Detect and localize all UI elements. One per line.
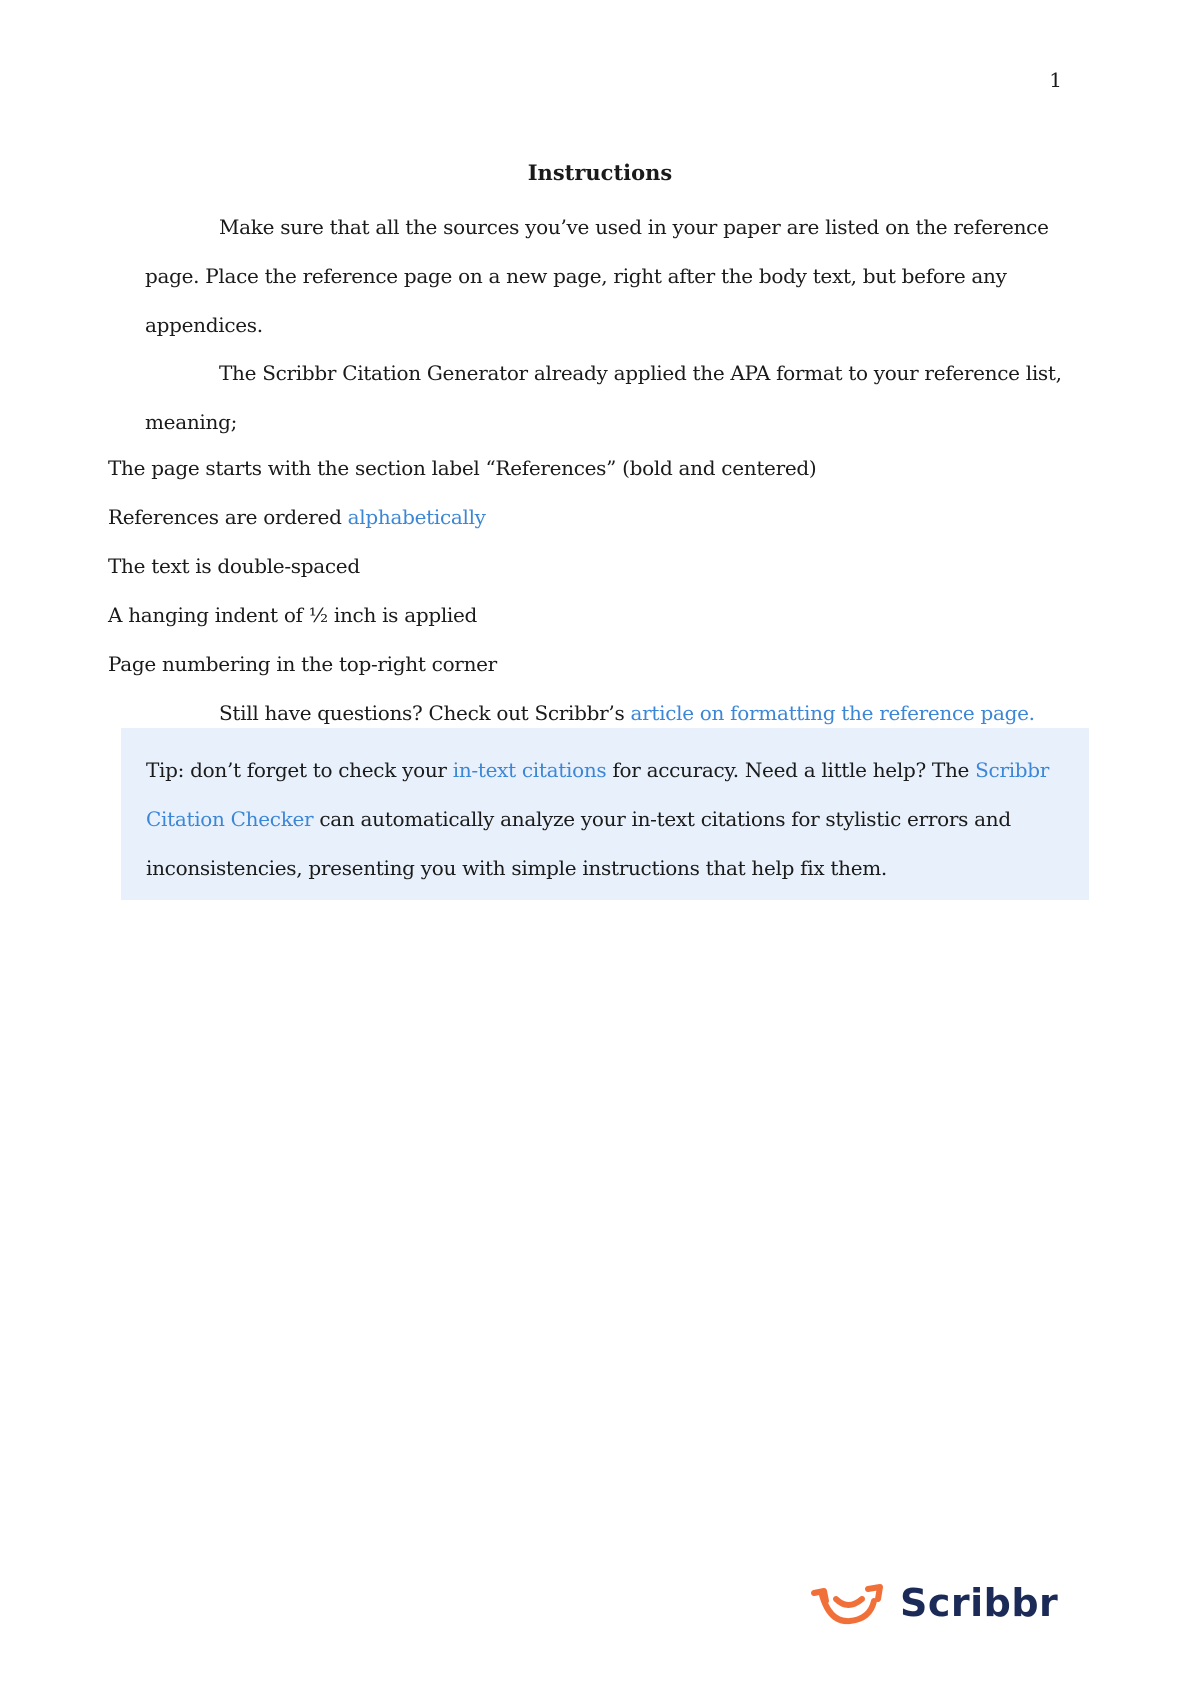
page-title: Instructions: [527, 160, 673, 185]
tip-text-part3: can automatically analyze your in-text citations for stylistic errors and inconsistencies, presenting you with simple instructions that help fix them.: [146, 807, 1011, 880]
page-number: 1: [1049, 68, 1062, 92]
alphabetically-link[interactable]: alphabetically: [347, 505, 486, 529]
in-text-citations-link[interactable]: in-text citations: [452, 758, 607, 782]
tip-text-part1: Tip: don’t forget to check your: [146, 758, 453, 782]
formatting-article-link[interactable]: article on formatting the reference page.: [630, 701, 1035, 725]
citation-checker-link[interactable]: Scribbr Citation Checker: [146, 758, 1050, 831]
list-item-alphabetical: [108, 493, 1068, 542]
scribbr-logo-icon: [808, 1575, 888, 1631]
list-item-section-label: The page starts with the section label “References” (bold and centered): [108, 456, 817, 480]
tip-box: [121, 728, 1089, 900]
list-item-page-numbering: Page numbering in the top-right corner: [108, 652, 497, 676]
questions-text: Still have questions? Check out Scribbr’s: [219, 701, 631, 725]
list-item-double-spaced: The text is double-spaced: [108, 554, 360, 578]
scribbr-logo-text: Scribbr: [900, 1581, 1059, 1625]
paragraph-apa-format: The Scribbr Citation Generator already applied the APA format to your reference list, meaning;: [145, 361, 1062, 434]
paragraph-sources: Make sure that all the sources you’ve used in your paper are listed on the reference page. Place the reference page on a new page, right after the body text, but before any appendices.: [145, 215, 1049, 337]
list-item-hanging-indent: A hanging indent of ½ inch is applied: [108, 603, 478, 627]
tip-text-part2: for accuracy. Need a little help? The: [606, 758, 976, 782]
scribbr-logo: [808, 1575, 1058, 1631]
tip-text: [146, 746, 1071, 893]
list-item-alphabetical-text: References are ordered: [108, 505, 348, 529]
